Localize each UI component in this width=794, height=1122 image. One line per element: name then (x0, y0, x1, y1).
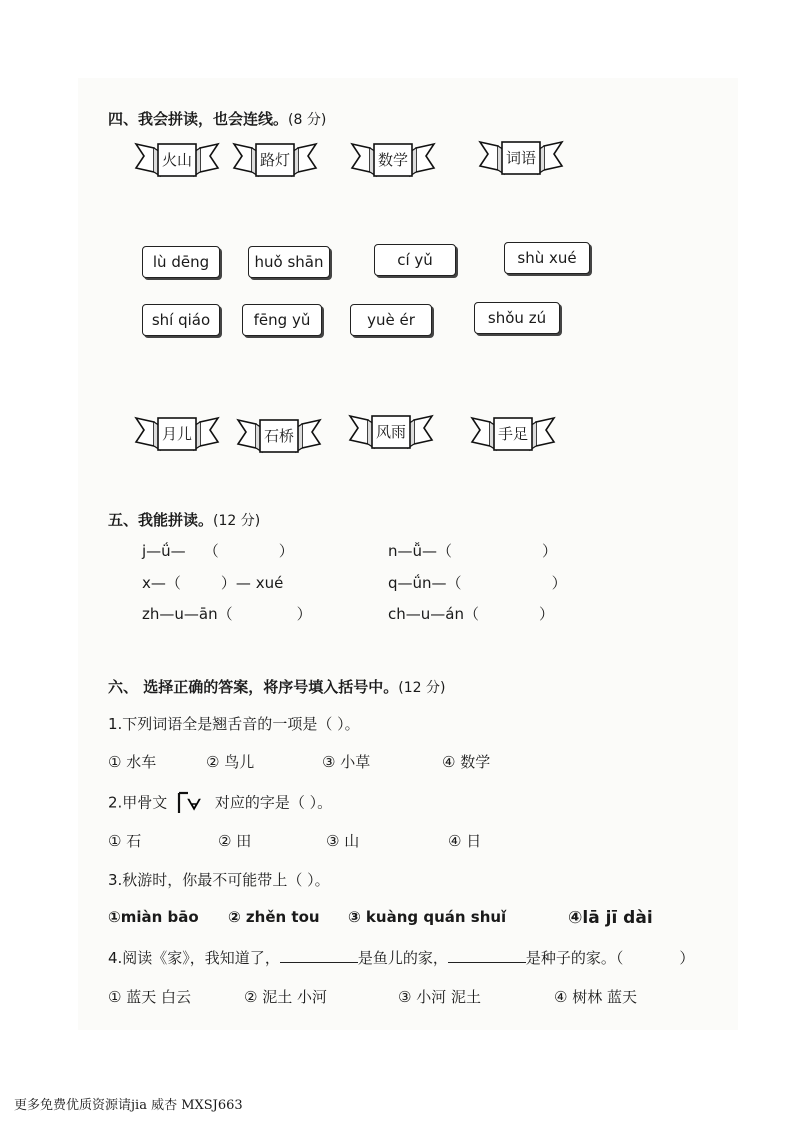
pinyin-item: ch—u—án（ ） (388, 605, 554, 623)
pinyin-item: q—ǘn—（ ） (388, 574, 567, 592)
banner-word: 路灯 (259, 151, 290, 169)
top-word-banner[interactable] (232, 138, 318, 182)
q2-option: ④ 日 (448, 832, 482, 850)
top-word-banner[interactable] (134, 138, 220, 182)
answer-blank[interactable] (280, 948, 358, 963)
section5-title: 五、我能拼读。(12 分) (108, 511, 261, 529)
question-1: 1.下列词语全是翘舌音的一项是（ ）。 (108, 715, 360, 733)
q3-option: ④lā jī dài (568, 908, 653, 928)
q1-option: ④ 数学 (442, 753, 491, 771)
banner-word: 石桥 (263, 427, 294, 445)
question-2: 2.甲骨文 ᗄ 对应的字是（ ）。 (108, 791, 332, 815)
q3-option: ③ kuàng quán shuǐ (348, 908, 507, 926)
banner-word: 手足 (497, 425, 528, 443)
q4-option: ② 泥土 小河 (244, 988, 327, 1006)
banner-word: 词语 (505, 149, 536, 167)
section6-title: 六、 选择正确的答案，将序号填入括号中。(12 分) (108, 678, 446, 696)
q1-option: ② 鸟儿 (206, 753, 255, 771)
pinyin-box[interactable]: lù dēng (142, 246, 220, 278)
bottom-word-banner[interactable] (134, 412, 220, 456)
bottom-word-banner[interactable] (348, 410, 434, 454)
q4-option: ④ 树林 蓝天 (554, 988, 637, 1006)
pinyin-box[interactable]: shù xué (504, 242, 590, 274)
question-3: 3.秋游时，你最不可能带上（ ）。 (108, 871, 330, 889)
q4-option: ① 蓝天 白云 (108, 988, 191, 1006)
pinyin-box[interactable]: yuè ér (350, 304, 432, 336)
pinyin-box[interactable]: fēng yǔ (242, 304, 322, 336)
top-word-banner[interactable] (350, 138, 436, 182)
q3-option: ② zhěn tou (228, 908, 320, 926)
banner-word: 数学 (377, 151, 408, 169)
pinyin-item: n—ǚ—（ ） (388, 542, 558, 560)
q2-option: ③ 山 (326, 832, 360, 850)
banner-word: 风雨 (375, 423, 406, 441)
q3-option: ①miàn bāo (108, 908, 199, 926)
section4-title: 四、我会拼读，也会连线。(8 分) (108, 110, 327, 128)
q1-option: ① 水车 (108, 753, 157, 771)
question-4: 4.阅读《家》，我知道了， 是鱼儿的家， 是种子的家。（ ） (108, 949, 695, 967)
pinyin-item: j—ǘ— （ ） (142, 542, 294, 560)
q4-option: ③ 小河 泥土 (398, 988, 481, 1006)
bleed-through (500, 116, 644, 133)
answer-blank[interactable] (448, 948, 526, 963)
pinyin-item: zh—u—ān（ ） (142, 605, 312, 623)
bottom-word-banner[interactable] (236, 414, 322, 458)
banner-word: 火山 (161, 151, 192, 169)
pinyin-item: x—（ ）— xué (142, 574, 284, 592)
q2-option: ① 石 (108, 832, 142, 850)
top-word-banner[interactable] (478, 136, 564, 180)
q2-option: ② 田 (218, 832, 252, 850)
footer-note: 更多免费优质资源请jia 威杏 MXSJ663 (14, 1098, 243, 1113)
pinyin-box[interactable]: shǒu zú (474, 302, 560, 334)
svg-text:ᗄ: ᗄ (187, 796, 202, 814)
bottom-word-banner[interactable] (470, 412, 556, 456)
pinyin-box[interactable]: cí yǔ (374, 244, 456, 276)
oracle-bone-glyph-icon (176, 791, 206, 815)
banner-word: 月儿 (161, 425, 192, 443)
pinyin-box[interactable]: huǒ shān (248, 246, 330, 278)
q1-option: ③ 小草 (322, 753, 371, 771)
pinyin-box[interactable]: shí qiáo (142, 304, 220, 336)
